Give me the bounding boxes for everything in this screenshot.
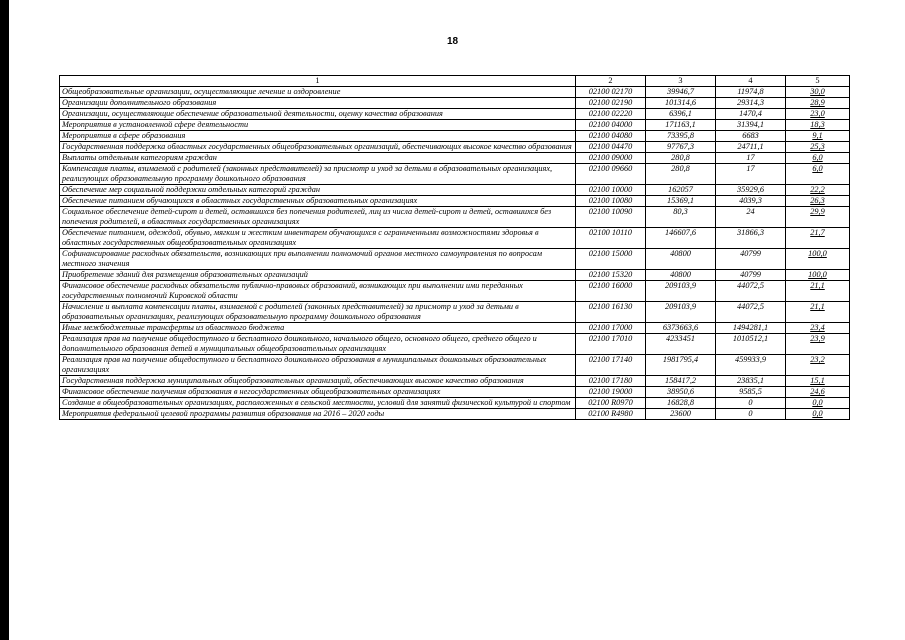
row-plan-value: 162057 bbox=[646, 185, 716, 196]
row-percent: 21,7 bbox=[786, 228, 850, 249]
row-actual-value: 11974,8 bbox=[716, 87, 786, 98]
row-plan-value: 280,8 bbox=[646, 153, 716, 164]
table-row bbox=[60, 207, 850, 228]
row-actual-value: 17 bbox=[716, 153, 786, 164]
table-row bbox=[60, 334, 850, 355]
row-plan-value: 209103,9 bbox=[646, 281, 716, 302]
row-name: Мероприятия федеральной целевой программы развития образования на 2016 – 2020 годы bbox=[60, 409, 576, 420]
row-actual-value: 44072,5 bbox=[716, 302, 786, 323]
row-percent: 23,0 bbox=[786, 109, 850, 120]
row-plan-value: 97767,3 bbox=[646, 142, 716, 153]
row-name: Государственная поддержка областных государственных общеобразовательных организаций, обеспечивающих высокое качество образования bbox=[60, 142, 576, 153]
row-plan-value: 80,3 bbox=[646, 207, 716, 228]
row-name: Мероприятия в установленной сфере деятельности bbox=[60, 120, 576, 131]
row-code: 02100 09000 bbox=[576, 153, 646, 164]
table-row bbox=[60, 153, 850, 164]
row-actual-value: 35929,6 bbox=[716, 185, 786, 196]
table-row bbox=[60, 409, 850, 420]
row-code: 02100 04080 bbox=[576, 131, 646, 142]
table-row bbox=[60, 98, 850, 109]
row-name: Обеспечение мер социальной поддержки отдельных категорий граждан bbox=[60, 185, 576, 196]
row-percent: 23,9 bbox=[786, 334, 850, 355]
table-row bbox=[60, 355, 850, 376]
row-actual-value: 44072,5 bbox=[716, 281, 786, 302]
row-percent: 23,4 bbox=[786, 323, 850, 334]
row-code: 02100 04000 bbox=[576, 120, 646, 131]
row-actual-value: 31866,3 bbox=[716, 228, 786, 249]
row-actual-value: 40799 bbox=[716, 249, 786, 270]
row-code: 02100 02170 bbox=[576, 87, 646, 98]
row-percent: 30,0 bbox=[786, 87, 850, 98]
row-name: Выплаты отдельным категориям граждан bbox=[60, 153, 576, 164]
row-percent: 9,1 bbox=[786, 131, 850, 142]
row-code: 02100 15000 bbox=[576, 249, 646, 270]
row-plan-value: 23600 bbox=[646, 409, 716, 420]
header-col-4: 4 bbox=[716, 76, 786, 87]
row-actual-value: 0 bbox=[716, 398, 786, 409]
row-code: 02100 10090 bbox=[576, 207, 646, 228]
row-name: Обеспечение питанием обучающихся в областных государственных образовательных организациях bbox=[60, 196, 576, 207]
row-name: Организации, осуществляющие обеспечение образовательной деятельности, оценку качества образования bbox=[60, 109, 576, 120]
row-name: Мероприятия в сфере образования bbox=[60, 131, 576, 142]
row-plan-value: 1981795,4 bbox=[646, 355, 716, 376]
header-col-5: 5 bbox=[786, 76, 850, 87]
table-row bbox=[60, 249, 850, 270]
row-name: Социальное обеспечение детей-сирот и детей, оставшихся без попечения родителей, лиц из числа детей-сирот и детей, оставшихся без попечения родителей, в областных государственных организациях bbox=[60, 207, 576, 228]
header-col-2: 2 bbox=[576, 76, 646, 87]
row-percent: 6,0 bbox=[786, 164, 850, 185]
row-plan-value: 40800 bbox=[646, 249, 716, 270]
table-row bbox=[60, 376, 850, 387]
table-row bbox=[60, 281, 850, 302]
row-code: 02100 17140 bbox=[576, 355, 646, 376]
row-name: Общеобразовательные организации, осуществляющие лечение и оздоровление bbox=[60, 87, 576, 98]
row-code: 02100 17010 bbox=[576, 334, 646, 355]
row-actual-value: 23835,1 bbox=[716, 376, 786, 387]
table-row bbox=[60, 87, 850, 98]
table-row bbox=[60, 185, 850, 196]
row-code: 02100 09660 bbox=[576, 164, 646, 185]
row-plan-value: 171163,1 bbox=[646, 120, 716, 131]
table-row bbox=[60, 109, 850, 120]
row-plan-value: 40800 bbox=[646, 270, 716, 281]
table-row bbox=[60, 164, 850, 185]
table-row bbox=[60, 387, 850, 398]
row-plan-value: 6396,1 bbox=[646, 109, 716, 120]
table-row bbox=[60, 120, 850, 131]
row-actual-value: 1470,4 bbox=[716, 109, 786, 120]
row-code: 02100 16000 bbox=[576, 281, 646, 302]
row-code: 02100 15320 bbox=[576, 270, 646, 281]
row-code: 02100 R4980 bbox=[576, 409, 646, 420]
row-actual-value: 24 bbox=[716, 207, 786, 228]
row-percent: 0,0 bbox=[786, 409, 850, 420]
row-plan-value: 280,8 bbox=[646, 164, 716, 185]
row-plan-value: 146607,6 bbox=[646, 228, 716, 249]
row-actual-value: 29314,3 bbox=[716, 98, 786, 109]
row-actual-value: 17 bbox=[716, 164, 786, 185]
row-name: Приобретение зданий для размещения образовательных организаций bbox=[60, 270, 576, 281]
row-actual-value: 1010512,1 bbox=[716, 334, 786, 355]
table-row bbox=[60, 131, 850, 142]
row-name: Начисление и выплата компенсации платы, взимаемой с родителей (законных представителей) за присмотр и уход за детьми в образовательных организациях, реализующих образовательную программу дошкольного образования bbox=[60, 302, 576, 323]
row-code: 02100 19000 bbox=[576, 387, 646, 398]
row-actual-value: 6683 bbox=[716, 131, 786, 142]
row-plan-value: 4233451 bbox=[646, 334, 716, 355]
table-row bbox=[60, 270, 850, 281]
row-name: Софинансирование расходных обязательств, возникающих при выполнении полномочий органов местного самоуправления по вопросам местного значения bbox=[60, 249, 576, 270]
row-code: 02100 R0970 bbox=[576, 398, 646, 409]
row-plan-value: 73395,8 bbox=[646, 131, 716, 142]
row-code: 02100 16130 bbox=[576, 302, 646, 323]
table-body bbox=[60, 87, 850, 420]
table-header-row bbox=[60, 76, 850, 87]
row-code: 02100 04470 bbox=[576, 142, 646, 153]
row-plan-value: 39946,7 bbox=[646, 87, 716, 98]
row-plan-value: 209103,9 bbox=[646, 302, 716, 323]
row-name: Государственная поддержка муниципальных общеобразовательных организаций, обеспечивающих высокое качество образования bbox=[60, 376, 576, 387]
table-row bbox=[60, 142, 850, 153]
row-actual-value: 24711,1 bbox=[716, 142, 786, 153]
row-actual-value: 1494281,1 bbox=[716, 323, 786, 334]
row-actual-value: 4039,3 bbox=[716, 196, 786, 207]
row-plan-value: 158417,2 bbox=[646, 376, 716, 387]
row-percent: 15,1 bbox=[786, 376, 850, 387]
row-percent: 100,0 bbox=[786, 270, 850, 281]
row-percent: 22,2 bbox=[786, 185, 850, 196]
row-code: 02100 10080 bbox=[576, 196, 646, 207]
row-percent: 29,9 bbox=[786, 207, 850, 228]
row-code: 02100 02220 bbox=[576, 109, 646, 120]
row-percent: 0,0 bbox=[786, 398, 850, 409]
row-name: Реализация прав на получение общедоступного и бесплатного дошкольного, начального общего, основного общего, среднего общего и дополнительного образования детей в муниципальных общеобразовательных организациях bbox=[60, 334, 576, 355]
row-percent: 21,1 bbox=[786, 302, 850, 323]
row-actual-value: 40799 bbox=[716, 270, 786, 281]
row-percent: 23,2 bbox=[786, 355, 850, 376]
table-row bbox=[60, 228, 850, 249]
row-percent: 6,0 bbox=[786, 153, 850, 164]
row-actual-value: 459933,9 bbox=[716, 355, 786, 376]
row-actual-value: 9585,5 bbox=[716, 387, 786, 398]
table-row bbox=[60, 323, 850, 334]
page-number: 18 bbox=[446, 36, 459, 47]
header-col-1: 1 bbox=[60, 76, 576, 87]
row-actual-value: 31394,1 bbox=[716, 120, 786, 131]
row-percent: 18,3 bbox=[786, 120, 850, 131]
row-percent: 24,6 bbox=[786, 387, 850, 398]
row-percent: 21,1 bbox=[786, 281, 850, 302]
row-code: 02100 17180 bbox=[576, 376, 646, 387]
row-name: Обеспечение питанием, одеждой, обувью, мягким и жестким инвентарем обучающихся с ограниченными возможностями здоровья в областных государственных общеобразовательных организациях bbox=[60, 228, 576, 249]
row-name: Финансовое обеспечение расходных обязательств публично-правовых образований, возникающих при выполнении ими переданных государственных полномочий Кировской области bbox=[60, 281, 576, 302]
row-code: 02100 17000 bbox=[576, 323, 646, 334]
row-plan-value: 38950,6 bbox=[646, 387, 716, 398]
row-name: Финансовое обеспечение получения образования в негосударственных общеобразовательных организациях bbox=[60, 387, 576, 398]
row-percent: 100,0 bbox=[786, 249, 850, 270]
row-actual-value: 0 bbox=[716, 409, 786, 420]
row-name: Организации дополнительного образования bbox=[60, 98, 576, 109]
row-percent: 25,3 bbox=[786, 142, 850, 153]
row-name: Реализация прав на получение общедоступного и бесплатного дошкольного образования в муниципальных дошкольных образовательных организациях bbox=[60, 355, 576, 376]
row-name: Создание в общеобразовательных организациях, расположенных в сельской местности, условий для занятий физической культурой и спортом bbox=[60, 398, 576, 409]
row-code: 02100 10110 bbox=[576, 228, 646, 249]
table-row bbox=[60, 196, 850, 207]
row-code: 02100 02190 bbox=[576, 98, 646, 109]
row-plan-value: 6373663,6 bbox=[646, 323, 716, 334]
row-name: Компенсация платы, взимаемой с родителей (законных представителей) за присмотр и уход за детьми в образовательных организациях, реализующих образовательную программу дошкольного образования bbox=[60, 164, 576, 185]
row-name: Иные межбюджетные трансферты из областного бюджета bbox=[60, 323, 576, 334]
table-row bbox=[60, 302, 850, 323]
row-percent: 28,9 bbox=[786, 98, 850, 109]
row-plan-value: 101314,6 bbox=[646, 98, 716, 109]
row-code: 02100 10000 bbox=[576, 185, 646, 196]
table-row bbox=[60, 398, 850, 409]
header-col-3: 3 bbox=[646, 76, 716, 87]
row-percent: 26,3 bbox=[786, 196, 850, 207]
row-plan-value: 15369,1 bbox=[646, 196, 716, 207]
budget-table bbox=[59, 75, 850, 420]
scan-edge bbox=[0, 0, 9, 640]
row-plan-value: 16828,8 bbox=[646, 398, 716, 409]
